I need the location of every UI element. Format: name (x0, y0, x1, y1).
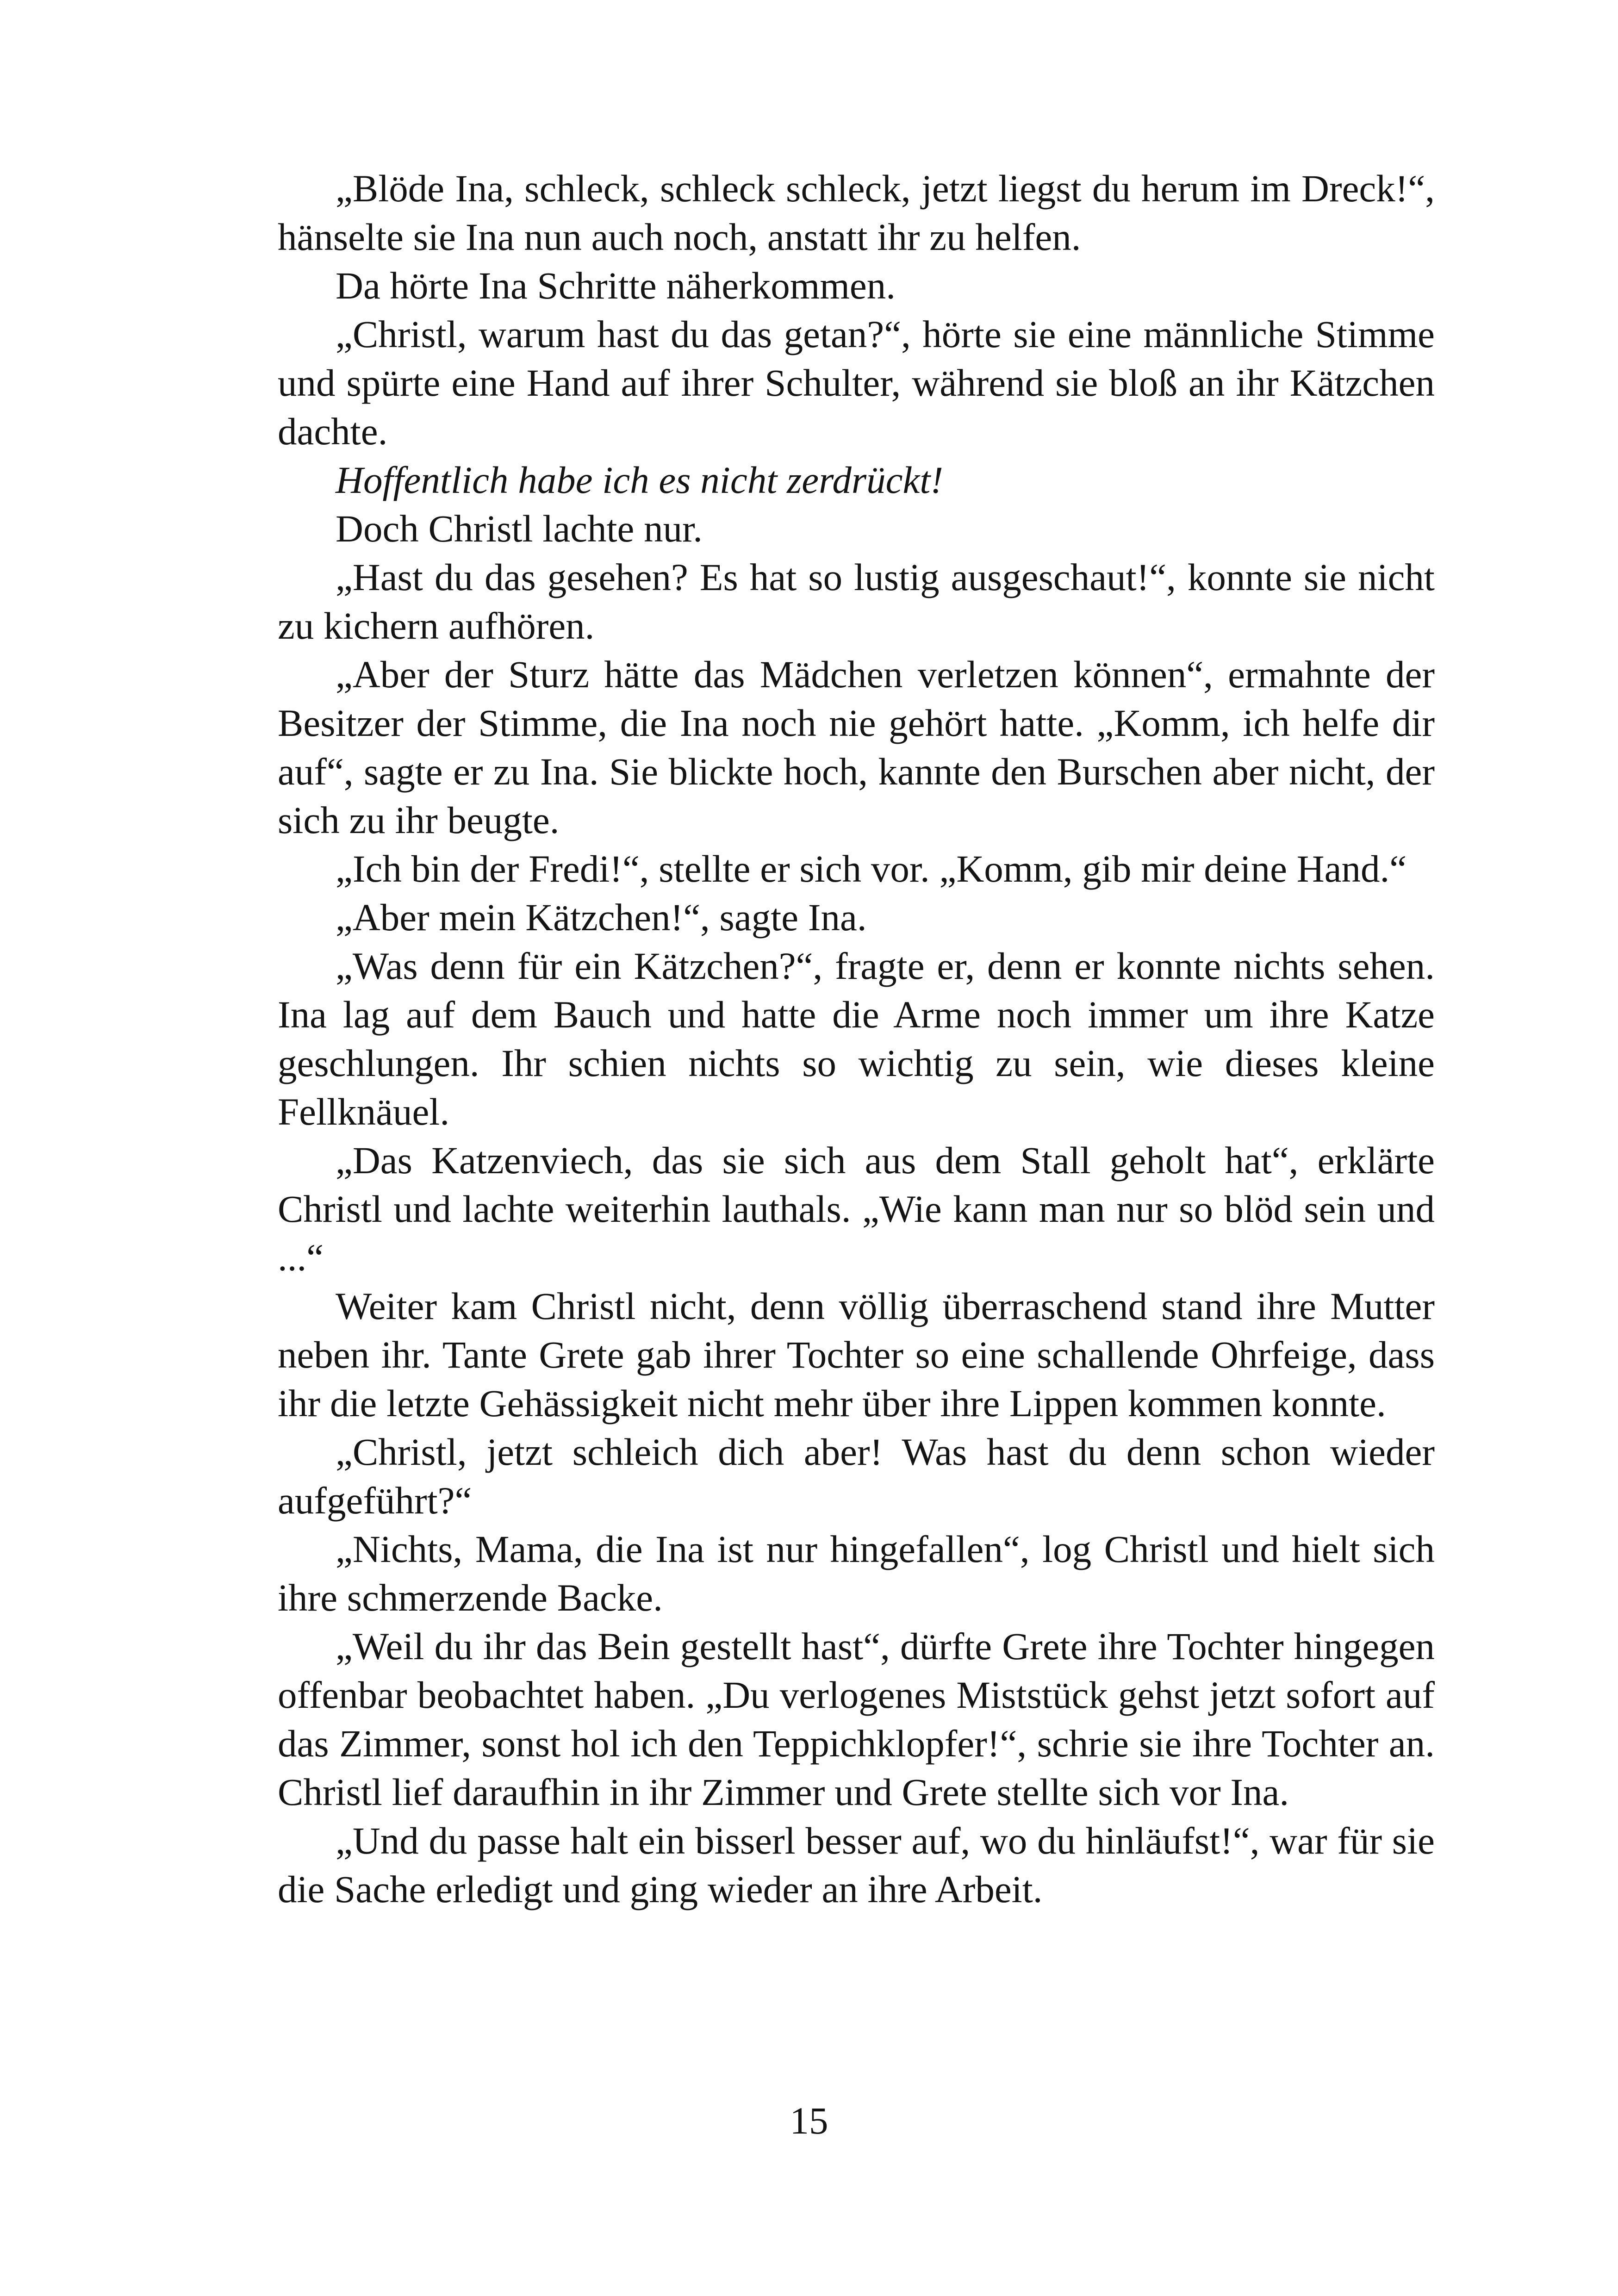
paragraph: „Das Katzenviech, das sie sich aus dem Stall geholt hat“, erklärte Christl und lachte weiterhin lauthals. „Wie kann man nur so blöd sein und ...“ (278, 1139, 1435, 1279)
paragraph: „Aber der Sturz hätte das Mädchen verletzen können“, ermahnte der Besitzer der Stimme, die Ina noch nie gehört hatte. „Komm, ich helfe dir auf“, sagte er zu Ina. Sie blickte hoch, kannte den Burschen aber nicht, der sich zu ihr beugte. (278, 653, 1435, 841)
paragraph: „Weil du ihr das Bein gestellt hast“, dürfte Grete ihre Tochter hingegen offenbar beobachtet haben. „Du verlogenes Miststück gehst jetzt sofort auf das Zimmer, sonst hol ich den Teppichklopfer!“, schrie sie ihre Tochter an. Christl lief daraufhin in ihr Zimmer und Grete stellte sich vor Ina. (278, 1625, 1435, 1813)
page-number: 15 (790, 2099, 828, 2142)
paragraph: „Ich bin der Fredi!“, stellte er sich vor. „Komm, gib mir deine Hand.“ (336, 847, 1407, 890)
italic-thought-paragraph: Hoffentlich habe ich es nicht zerdrückt! (336, 459, 944, 501)
paragraph: „Nichts, Mama, die Ina ist nur hingefallen“, log Christl und hielt sich ihre schmerzende Backe. (278, 1528, 1435, 1619)
paragraph: „Hast du das gesehen? Es hat so lustig ausgeschaut!“, konnte sie nicht zu kichern aufhören. (278, 556, 1435, 647)
paragraph: „Und du passe halt ein bisserl besser auf, wo du hinläufst!“, war für sie die Sache erledigt und ging wieder an ihre Arbeit. (278, 1819, 1435, 1910)
paragraph: „Was denn für ein Kätzchen?“, fragte er, denn er konnte nichts sehen. Ina lag auf dem Bauch und hatte die Arme noch immer um ihre Katze geschlungen. Ihr schien nichts so wichtig zu sein, wie dieses kleine Fellknäuel. (278, 945, 1435, 1133)
paragraph: „Aber mein Kätzchen!“, sagte Ina. (336, 896, 867, 939)
paragraph: Doch Christl lachte nur. (336, 507, 703, 550)
paragraph: „Blöde Ina, schleck, schleck schleck, jetzt liegst du herum im Dreck!“, hänselte sie Ina nun auch noch, anstatt ihr zu helfen. (278, 167, 1435, 258)
paragraph: Da hörte Ina Schritte näherkommen. (336, 264, 896, 307)
paragraph: Weiter kam Christl nicht, denn völlig überraschend stand ihre Mutter neben ihr. Tante Grete gab ihrer Tochter so eine schallende Ohrfeige, dass ihr die letzte Gehässigkeit nicht mehr über ihre Lippen kommen konnte. (278, 1285, 1435, 1425)
page-body (278, 164, 1435, 1914)
paragraph: „Christl, warum hast du das getan?“, hörte sie eine männliche Stimme und spürte eine Hand auf ihrer Schulter, während sie bloß an ihr Kätzchen dachte. (278, 313, 1435, 453)
paragraph: „Christl, jetzt schleich dich aber! Was hast du denn schon wieder aufgeführt?“ (278, 1431, 1435, 1522)
